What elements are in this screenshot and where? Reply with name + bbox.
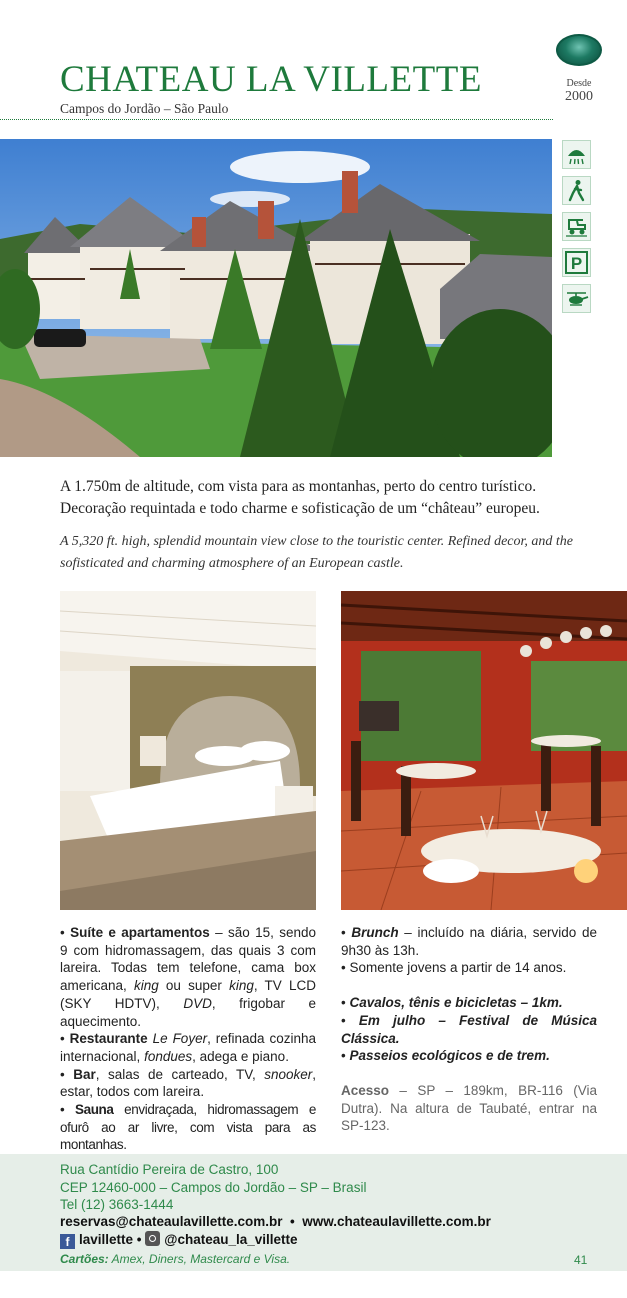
since-label: Desde bbox=[566, 78, 592, 89]
social-line bbox=[60, 1231, 298, 1249]
shower-icon bbox=[562, 140, 591, 169]
separator: • bbox=[136, 1232, 142, 1247]
since-block bbox=[556, 78, 602, 104]
facebook-link[interactable]: lavillette bbox=[79, 1232, 134, 1247]
access-directions: Acesso – SP – 189km, BR-116 (Via Dutra). Na altura de Taubaté, entrar na SP-123. bbox=[341, 1082, 597, 1134]
instagram-icon bbox=[145, 1231, 160, 1246]
feature-brunch: • Brunch – incluído na diária, servido de 9h30 às 13h. bbox=[341, 925, 597, 958]
header-divider bbox=[0, 119, 553, 120]
hero-photo-chateau bbox=[0, 139, 552, 457]
parking-icon bbox=[562, 248, 591, 277]
suite-bedroom-photo bbox=[60, 591, 316, 910]
amenity-icons bbox=[562, 140, 592, 320]
feature-restaurant: • Restaurante Le Foyer, refinada cozinha internacional, fondues, adega e piano. bbox=[60, 1031, 316, 1064]
phone-line: Tel (12) 3663-1444 bbox=[60, 1197, 174, 1212]
website-link[interactable]: www.chateaulavillette.com.br bbox=[302, 1214, 491, 1229]
feature-age-policy: • Somente jovens a partir de 14 anos. bbox=[341, 960, 567, 976]
svg-text:P: P bbox=[570, 254, 583, 273]
description-english: A 5,320 ft. high, splendid mountain view close to the touristic center. Refined decor, and the sofisticated and charming atmosphere of an European castle. bbox=[60, 534, 573, 571]
email-link[interactable]: reservas@chateaulavillette.com.br bbox=[60, 1214, 283, 1229]
hotel-location: Campos do Jordão – São Paulo bbox=[60, 101, 229, 116]
separator: • bbox=[290, 1214, 295, 1229]
helicopter-icon bbox=[562, 284, 591, 313]
hotel-title: CHATEAU LA VILLETTE bbox=[60, 59, 482, 100]
since-year: 2000 bbox=[565, 89, 593, 104]
feature-festival: • Em julho – Festival de Música Clássica. bbox=[341, 1012, 598, 1046]
feature-tours: • Passeios ecológicos e de trem. bbox=[341, 1048, 550, 1064]
facebook-icon: f bbox=[60, 1234, 75, 1249]
cep-line: CEP 12460-000 – Campos do Jordão – SP – Brasil bbox=[60, 1180, 367, 1195]
description-portuguese: A 1.750m de altitude, com vista para as montanhas, perto do centro turístico. Decoração requintada e todo charme e sofisticação de um “château” europeu. bbox=[60, 478, 540, 517]
address-line: Rua Cantídio Pereira de Castro, 100 bbox=[60, 1162, 279, 1177]
features-left-column bbox=[60, 924, 316, 1154]
golf-cart-icon bbox=[562, 212, 591, 241]
feature-suites: • Suíte e apartamentos – são 15, sendo 9 com hidromassagem, das quais 3 com lareira. Todas tem telefone, cama box americana, king ou super king, TV LCD (SKY HDTV), DVD, frigobar e aquecimento. bbox=[60, 925, 317, 1029]
feature-horses: • Cavalos, tênis e bicicletas – 1km. bbox=[341, 995, 563, 1011]
restaurant-photo bbox=[341, 591, 627, 910]
instagram-link[interactable]: @chateau_la_villette bbox=[164, 1232, 298, 1247]
feature-sauna: • Sauna envidraçada, hidromassagem e ofurô ao ar livre, com vista para as montanhas. bbox=[60, 1102, 316, 1153]
feature-bar: • Bar, salas de carteado, TV, snooker, estar, todos com lareira. bbox=[60, 1066, 317, 1100]
accepted-cards: Cartões: Amex, Diners, Mastercard e Visa. bbox=[60, 1252, 291, 1266]
email-web-line bbox=[60, 1214, 491, 1229]
page-number: 41 bbox=[574, 1253, 588, 1267]
features-right-column bbox=[341, 924, 597, 1135]
hotel-logo bbox=[556, 34, 602, 66]
walking-icon bbox=[562, 176, 591, 205]
